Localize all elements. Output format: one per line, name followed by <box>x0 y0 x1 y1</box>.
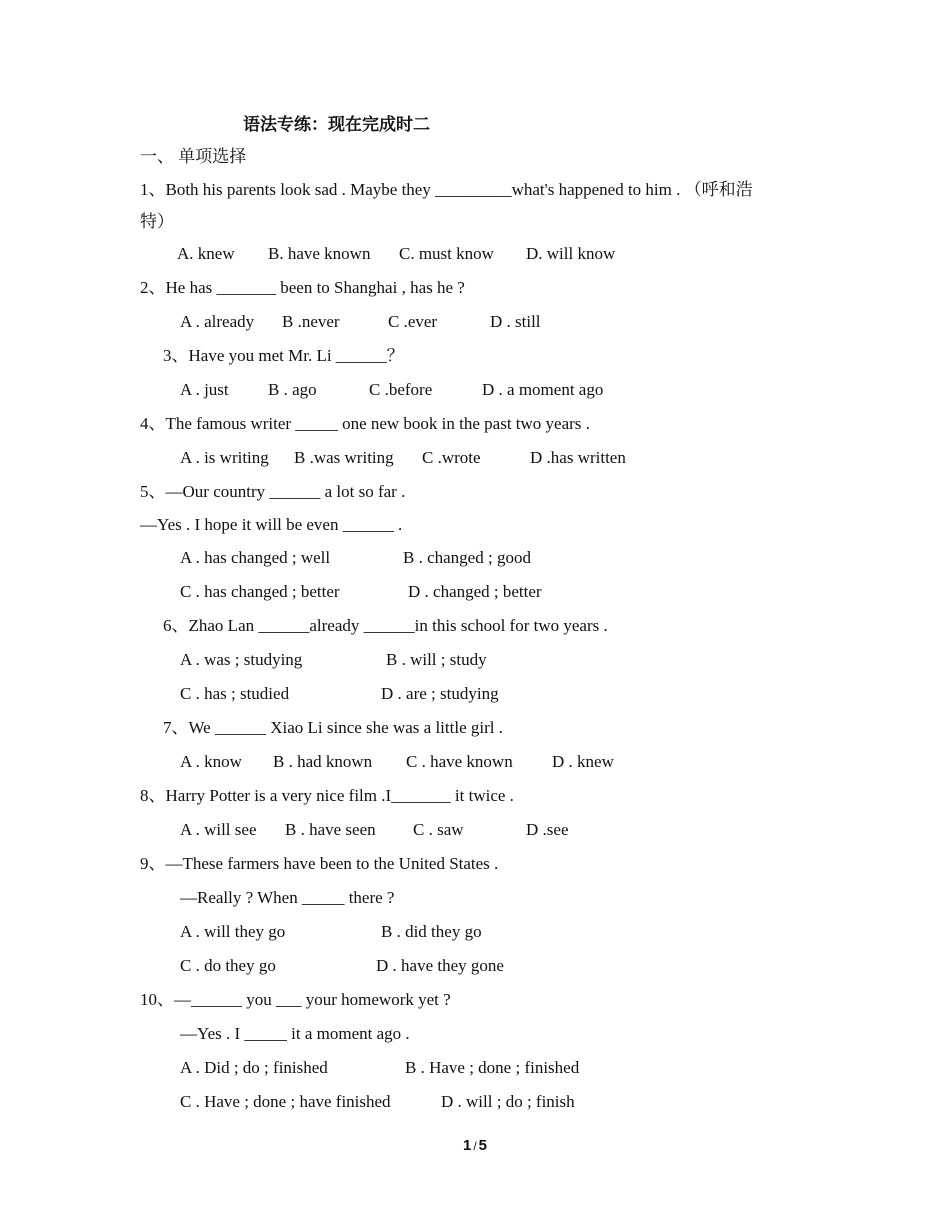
current-page: 1 <box>462 1137 472 1154</box>
option: A. knew <box>177 244 235 263</box>
option: B . have seen <box>285 820 376 839</box>
option: D .see <box>526 820 569 839</box>
question-stem: 10、—______ you ___ your homework yet ? <box>140 990 451 1009</box>
option: D . knew <box>552 752 614 771</box>
total-pages: 5 <box>478 1137 488 1154</box>
page-number <box>0 1137 950 1154</box>
option: A . will see <box>180 820 257 839</box>
option: A . know <box>180 752 242 771</box>
option: A . Did ; do ; finished <box>180 1058 328 1077</box>
question-stem-continued: 特） <box>140 212 174 231</box>
option: A . was ; studying <box>180 650 303 669</box>
option: C . saw <box>413 820 464 839</box>
option: D .has written <box>530 448 626 467</box>
question-response: —Really ? When _____ there ? <box>180 888 395 907</box>
question-stem: 5、—Our country ______ a lot so far . <box>140 482 406 501</box>
option: D . will ; do ; finish <box>441 1092 575 1111</box>
page-title: 语法专练：现在完成时二 <box>243 115 430 134</box>
option: D . are ; studying <box>381 684 499 703</box>
option: D . have they gone <box>376 956 504 975</box>
question-stem: 2、He has _______ been to Shanghai , has he ? <box>140 278 465 297</box>
option: B . will ; study <box>386 650 487 669</box>
page-separator: / <box>473 1139 477 1153</box>
option: D . changed ; better <box>408 582 542 601</box>
option: D. will know <box>526 244 616 263</box>
question-response: —Yes . I _____ it a moment ago . <box>180 1024 410 1043</box>
option: B . did they go <box>381 922 482 941</box>
option: C .before <box>369 380 433 399</box>
option: A . is writing <box>180 448 269 467</box>
option: A . will they go <box>180 922 286 941</box>
option: C . has changed ; better <box>180 582 340 601</box>
option: A . just <box>180 380 229 399</box>
option: A . has changed ; well <box>180 548 331 567</box>
option: B . ago <box>268 380 317 399</box>
question-stem: 7、We ______ Xiao Li since she was a little girl . <box>163 718 503 737</box>
question-response: —Yes . I hope it will be even ______ . <box>140 515 403 534</box>
option: C. must know <box>399 244 494 263</box>
option: C .wrote <box>422 448 481 467</box>
option: D . still <box>490 312 541 331</box>
question-stem: 4、The famous writer _____ one new book in the past two years . <box>140 414 590 433</box>
question-stem: 6、Zhao Lan ______already ______in this school for two years . <box>163 616 608 635</box>
option: B .never <box>282 312 340 331</box>
option: C . do they go <box>180 956 276 975</box>
option: C . has ; studied <box>180 684 290 703</box>
question-stem: 1、Both his parents look sad . Maybe they _________what's happened to him . （呼和浩 <box>140 180 753 199</box>
option: C . have known <box>406 752 513 771</box>
option: A . already <box>180 312 255 331</box>
option: B. have known <box>268 244 371 263</box>
option: C . Have ; done ; have finished <box>180 1092 391 1111</box>
option: B . had known <box>273 752 373 771</box>
option: B . Have ; done ; finished <box>405 1058 580 1077</box>
option: C .ever <box>388 312 438 331</box>
question-stem: 9、—These farmers have been to the United States . <box>140 854 499 873</box>
option: B . changed ; good <box>403 548 531 567</box>
option: B .was writing <box>294 448 394 467</box>
question-stem: 8、Harry Potter is a very nice film .I_______ it twice . <box>140 786 514 805</box>
section-heading: 一、 单项选择 <box>140 147 247 166</box>
option: D . a moment ago <box>482 380 604 399</box>
question-stem: 3、Have you met Mr. Li ______？ <box>163 346 404 365</box>
